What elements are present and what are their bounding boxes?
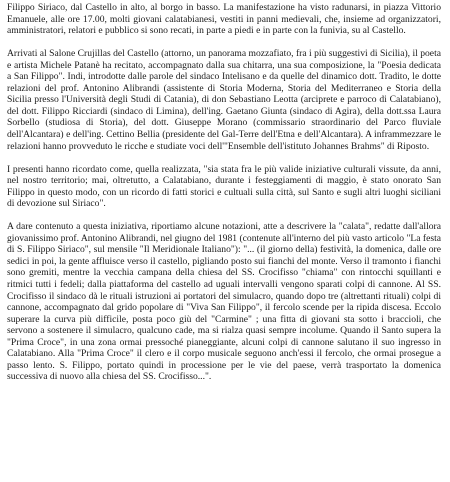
document-page	[7, 2, 441, 383]
paragraph: I presenti hanno ricordato come, quella realizzata, "sia stata fra le più valide iniziative culturali vissute, da anni, nel nostro territorio; mai, oltretutto, a Calatabiano, durante i festeggiamenti di maggio, è stato onorato San Filippo in questo modo, con un ricordo di fatti storici e cultuali sulla città, sul Santo e sugli altri luoghi siciliani di devozione sul Siriaco".	[7, 163, 441, 210]
paragraph: A dare contenuto a questa iniziativa, riportiamo alcune notazioni, atte a descrivere la "calata", redatte dall'allora giovanissimo prof. Antonino Alibrandi, nel giugno del 1981 (contenute all'interno del più vasto articolo "La festa di S. Filippo Siriaco", sul mensile "Il Meridionale Italiano"): "... (il giorno della) festività, la domenica, dalle ore sedici in poi, la gente affluisce verso il castello, pigliando posto sui fianchi del monte. Verso il tramonto i fianchi sono gremiti, mentre la vecchia campana della chiesa del SS. Crocifisso "chiama" con rintocchi squillanti e ritmici tutti i fedeli; dalla piattaforma del castello ad uguali intervalli vengono sparati colpi di cannone. Al SS. Crocifisso il sindaco dà le rituali istruzioni ai portatori del simulacro, quando dopo tre (altrettanti rituali) colpi di cannone, accompagnato dal grido popolare di "Viva San Filippo", il fercolo scende per la ripida discesa. Eccolo superare la curva più difficile, posta poco giù del "Carmine" ; una fitta di giovani sta sotto i braccioli, che servono a sostenere il simulacro, qualcuno cade, ma si rialza quasi sempre incolume. Quando il Santo supera la "Prima Croce", in una zona ormai pressoché pianeggiante, alcuni colpi di cannone salutano il suo ingresso in Calatabiano. Alla "Prima Croce" il clero e il corpo musicale seguono anch'essi il fercolo, che ormai prosegue a passo lento. S. Filippo, portato quindi in processione per le vie del paese, verrà trasportato la domenica successiva di nuovo alla chiesa del SS. Crocifisso...".	[7, 221, 441, 383]
paragraph: Filippo Siriaco, dal Castello in alto, al borgo in basso. La manifestazione ha visto radunarsi, in piazza Vittorio Emanuele, alle ore 17.00, molti giovani calatabianesi, vestiti in panni medievali, che, insieme ad organizzatori, amministratori, relatori e pubblico si sono recati, in parte a piedi e in parte con la funivia, su al Castello.	[7, 2, 441, 37]
paragraph: Arrivati al Salone Crujillas del Castello (attorno, un panorama mozzafiato, fra i più suggestivi di Sicilia), il poeta e artista Michele Patanè ha recitato, accompagnato dalla sua chitarra, una sua composizione, la "Poesia dedicata a San Filippo". Indi, introdotte dalle parole del sindaco Intelisano e da quelle del dinamico dott. Tradito, le dotte relazioni del prof. Antonino Alibrandi (assistente di Storia Moderna, Storia del Mediterraneo e Storia della Sicilia presso l'Università degli Studi di Catania), di don Sebastiano Leotta (arciprete e parroco di Calatabiano), del dott. Filippo Ricciardi (sindaco di Limina), dell'ing. Gaetano Giunta (sindaco di Agira), della dott.ssa Laura Sorbello (studiosa di Storia), del dott. Giuseppe Morano (commissario straordinario del Parco fluviale dell'Alcantara) e dell'ing. Cettino Bellia (presidente del Gal-Terre dell'Etna e dell'Alcantara). A inframmezzare le relazioni hanno provveduto le ricche e studiate voci dell'"Ensemble dell'istituto Johannes Brahms" di Riposto.	[7, 48, 441, 152]
